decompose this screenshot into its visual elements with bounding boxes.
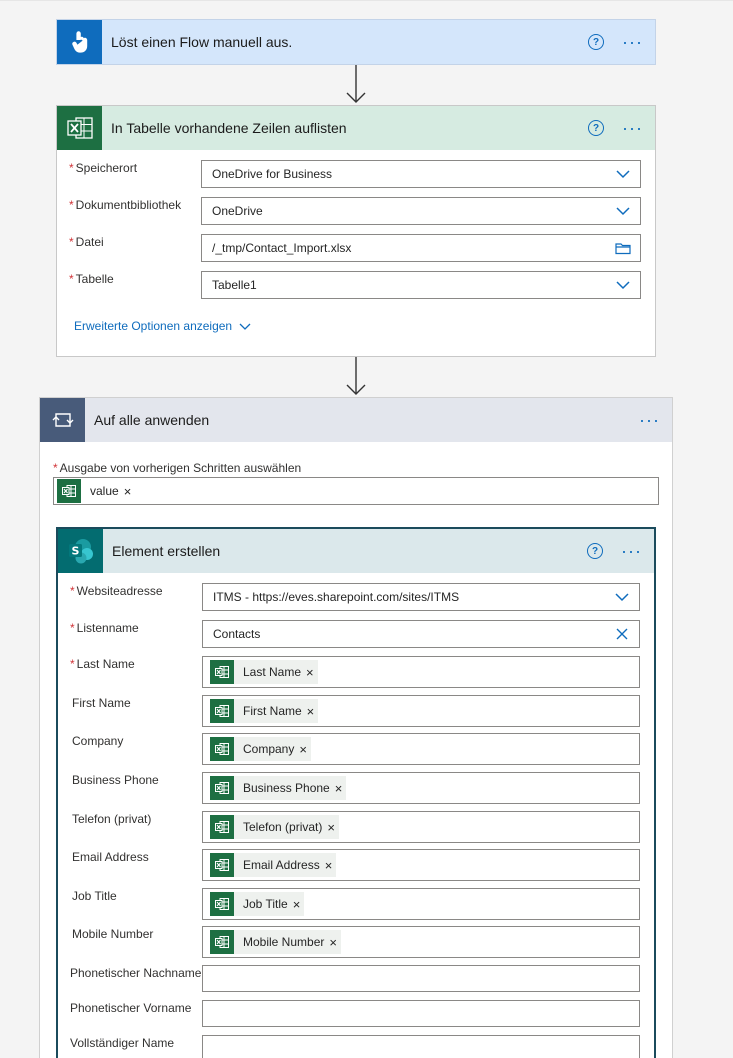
listenname-input[interactable] [202, 620, 640, 648]
mobile-number-token-input[interactable] [202, 926, 640, 958]
excel-icon [210, 853, 234, 877]
field-phonetischer-vorname [70, 1000, 640, 1027]
dynamic-content-token[interactable] [210, 737, 311, 761]
token-label: Mobile Number [243, 935, 325, 949]
excel-icon [210, 776, 234, 800]
chevron-down-icon[interactable] [616, 204, 630, 218]
connector-arrow [344, 65, 368, 105]
field-label: * Listenname [70, 621, 139, 635]
dynamic-content-token[interactable] [210, 815, 339, 839]
field-value: Tabelle1 [212, 278, 257, 292]
close-icon[interactable]: × [306, 664, 314, 680]
excel-icon [210, 892, 234, 916]
field-label: Phonetischer Nachname [70, 966, 202, 980]
close-icon[interactable]: × [334, 780, 343, 796]
excel-icon [210, 699, 234, 723]
field-label: Vollständiger Name [70, 1036, 175, 1050]
token-label: Telefon (privat) [243, 820, 323, 834]
top-divider [0, 0, 733, 1]
vollstaendiger-name-input[interactable] [202, 1035, 640, 1058]
create-item-card[interactable] [56, 527, 656, 1058]
phonetischer-vorname-input[interactable] [202, 1000, 640, 1027]
help-icon[interactable]: ? [587, 543, 603, 559]
output-token-field[interactable] [53, 477, 659, 505]
field-value: /_tmp/Contact_Import.xlsx [212, 241, 352, 255]
field-email-address [70, 849, 640, 881]
advanced-options-link[interactable] [74, 319, 251, 333]
field-label: Business Phone [72, 773, 159, 787]
dynamic-content-token[interactable] [210, 776, 346, 800]
field-label: Mobile Number [72, 927, 154, 941]
connector-arrow [344, 357, 368, 397]
close-icon[interactable] [615, 627, 629, 641]
close-icon[interactable]: × [327, 819, 335, 835]
loop-icon [40, 398, 85, 442]
chevron-down-icon[interactable] [616, 278, 630, 292]
field-vollstaendiger-name [70, 1035, 640, 1058]
field-value: ITMS - https://eves.sharepoint.com/sites/ITMS [213, 590, 460, 604]
apply-to-each-header[interactable] [40, 398, 672, 442]
field-phonetischer-nachname [70, 965, 640, 992]
more-options-icon[interactable]: ··· [621, 541, 642, 561]
more-options-icon[interactable]: ··· [622, 118, 643, 138]
folder-icon[interactable] [614, 241, 632, 255]
close-icon[interactable]: × [306, 703, 315, 719]
close-icon[interactable]: × [324, 857, 333, 873]
list-rows-card[interactable] [56, 105, 656, 357]
field-value: Contacts [213, 627, 261, 641]
excel-icon [210, 660, 234, 684]
token-label: value [90, 484, 119, 498]
svg-text:S: S [71, 544, 79, 558]
apply-to-each-title: Auf alle anwenden [94, 412, 210, 428]
dynamic-content-token[interactable] [210, 699, 318, 723]
field-label: * Dokumentbibliothek [69, 198, 182, 212]
phonetischer-nachname-input[interactable] [202, 965, 640, 992]
field-websiteadresse [70, 583, 640, 611]
close-icon[interactable]: × [329, 934, 337, 950]
close-icon[interactable]: × [123, 483, 132, 499]
tabelle-dropdown[interactable] [201, 271, 641, 299]
email-address-token-input[interactable] [202, 849, 640, 881]
create-item-title: Element erstellen [112, 543, 221, 559]
trigger-title: Löst einen Flow manuell aus. [111, 34, 293, 50]
close-icon[interactable]: × [299, 741, 307, 757]
telefon-privat-token-input[interactable] [202, 811, 640, 843]
token-label: Business Phone [243, 781, 330, 795]
field-label: * Last Name [70, 657, 135, 671]
field-label: * Websiteadresse [70, 584, 163, 598]
field-business-phone [70, 772, 640, 804]
dokumentbibliothek-dropdown[interactable] [201, 197, 641, 225]
dynamic-content-token[interactable] [210, 660, 318, 684]
field-datei [69, 234, 641, 262]
field-first-name [70, 695, 640, 727]
field-label: Email Address [72, 850, 149, 864]
field-label: Telefon (privat) [72, 812, 152, 826]
excel-icon [210, 815, 234, 839]
help-icon[interactable]: ? [588, 34, 604, 50]
last-name-token-input[interactable] [202, 656, 640, 688]
first-name-token-input[interactable] [202, 695, 640, 727]
trigger-header[interactable] [57, 20, 655, 64]
company-token-input[interactable] [202, 733, 640, 765]
field-label: * Datei [69, 235, 104, 249]
dynamic-content-token[interactable] [210, 853, 336, 877]
datei-input[interactable] [201, 234, 641, 262]
field-listenname [70, 620, 640, 648]
field-value: OneDrive [212, 204, 263, 218]
output-label: * Ausgabe von vorherigen Schritten auswählen [53, 461, 302, 475]
list-rows-title: In Tabelle vorhandene Zeilen auflisten [111, 120, 347, 136]
token-label: First Name [243, 704, 302, 718]
field-label: * Speicherort [69, 161, 138, 175]
field-company [70, 733, 640, 765]
more-options-icon[interactable]: ··· [622, 32, 643, 52]
excel-icon [210, 737, 234, 761]
dynamic-content-token[interactable] [210, 930, 341, 954]
field-dokumentbibliothek [69, 197, 641, 225]
field-tabelle [69, 271, 641, 299]
sharepoint-icon [58, 529, 103, 573]
excel-icon [57, 479, 81, 503]
help-icon[interactable]: ? [588, 120, 604, 136]
field-label: * Tabelle [69, 272, 114, 286]
field-mobile-number [70, 926, 640, 958]
dynamic-content-token[interactable] [210, 892, 304, 916]
excel-icon [57, 106, 102, 150]
token-label: Last Name [243, 665, 302, 679]
create-item-header[interactable] [58, 529, 654, 573]
field-telefon-privat [70, 811, 640, 843]
chevron-down-icon[interactable] [615, 590, 629, 604]
field-label: Phonetischer Vorname [70, 1001, 192, 1015]
token-label: Email Address [243, 858, 320, 872]
websiteadresse-dropdown[interactable] [202, 583, 640, 611]
field-speicherort [69, 160, 641, 188]
chevron-down-icon [239, 321, 251, 331]
close-icon[interactable]: × [292, 896, 301, 912]
speicherort-dropdown[interactable] [201, 160, 641, 188]
token-label: Job Title [243, 897, 288, 911]
field-value: OneDrive for Business [212, 167, 333, 181]
advanced-options-label: Erweiterte Optionen anzeigen [74, 319, 233, 333]
touch-trigger-icon [57, 20, 102, 64]
field-last-name [70, 656, 640, 688]
field-label: Company [72, 734, 124, 748]
apply-to-each-card[interactable] [39, 397, 673, 1058]
field-label: First Name [72, 696, 131, 710]
trigger-card[interactable] [56, 19, 656, 65]
token-label: Company [243, 742, 295, 756]
value-token[interactable] [57, 479, 135, 503]
more-options-icon[interactable]: ··· [639, 410, 660, 430]
list-rows-header[interactable] [57, 106, 655, 150]
field-job-title [70, 888, 640, 920]
business-phone-token-input[interactable] [202, 772, 640, 804]
field-label: Job Title [72, 889, 117, 903]
job-title-token-input[interactable] [202, 888, 640, 920]
excel-icon [210, 930, 234, 954]
chevron-down-icon[interactable] [616, 167, 630, 181]
